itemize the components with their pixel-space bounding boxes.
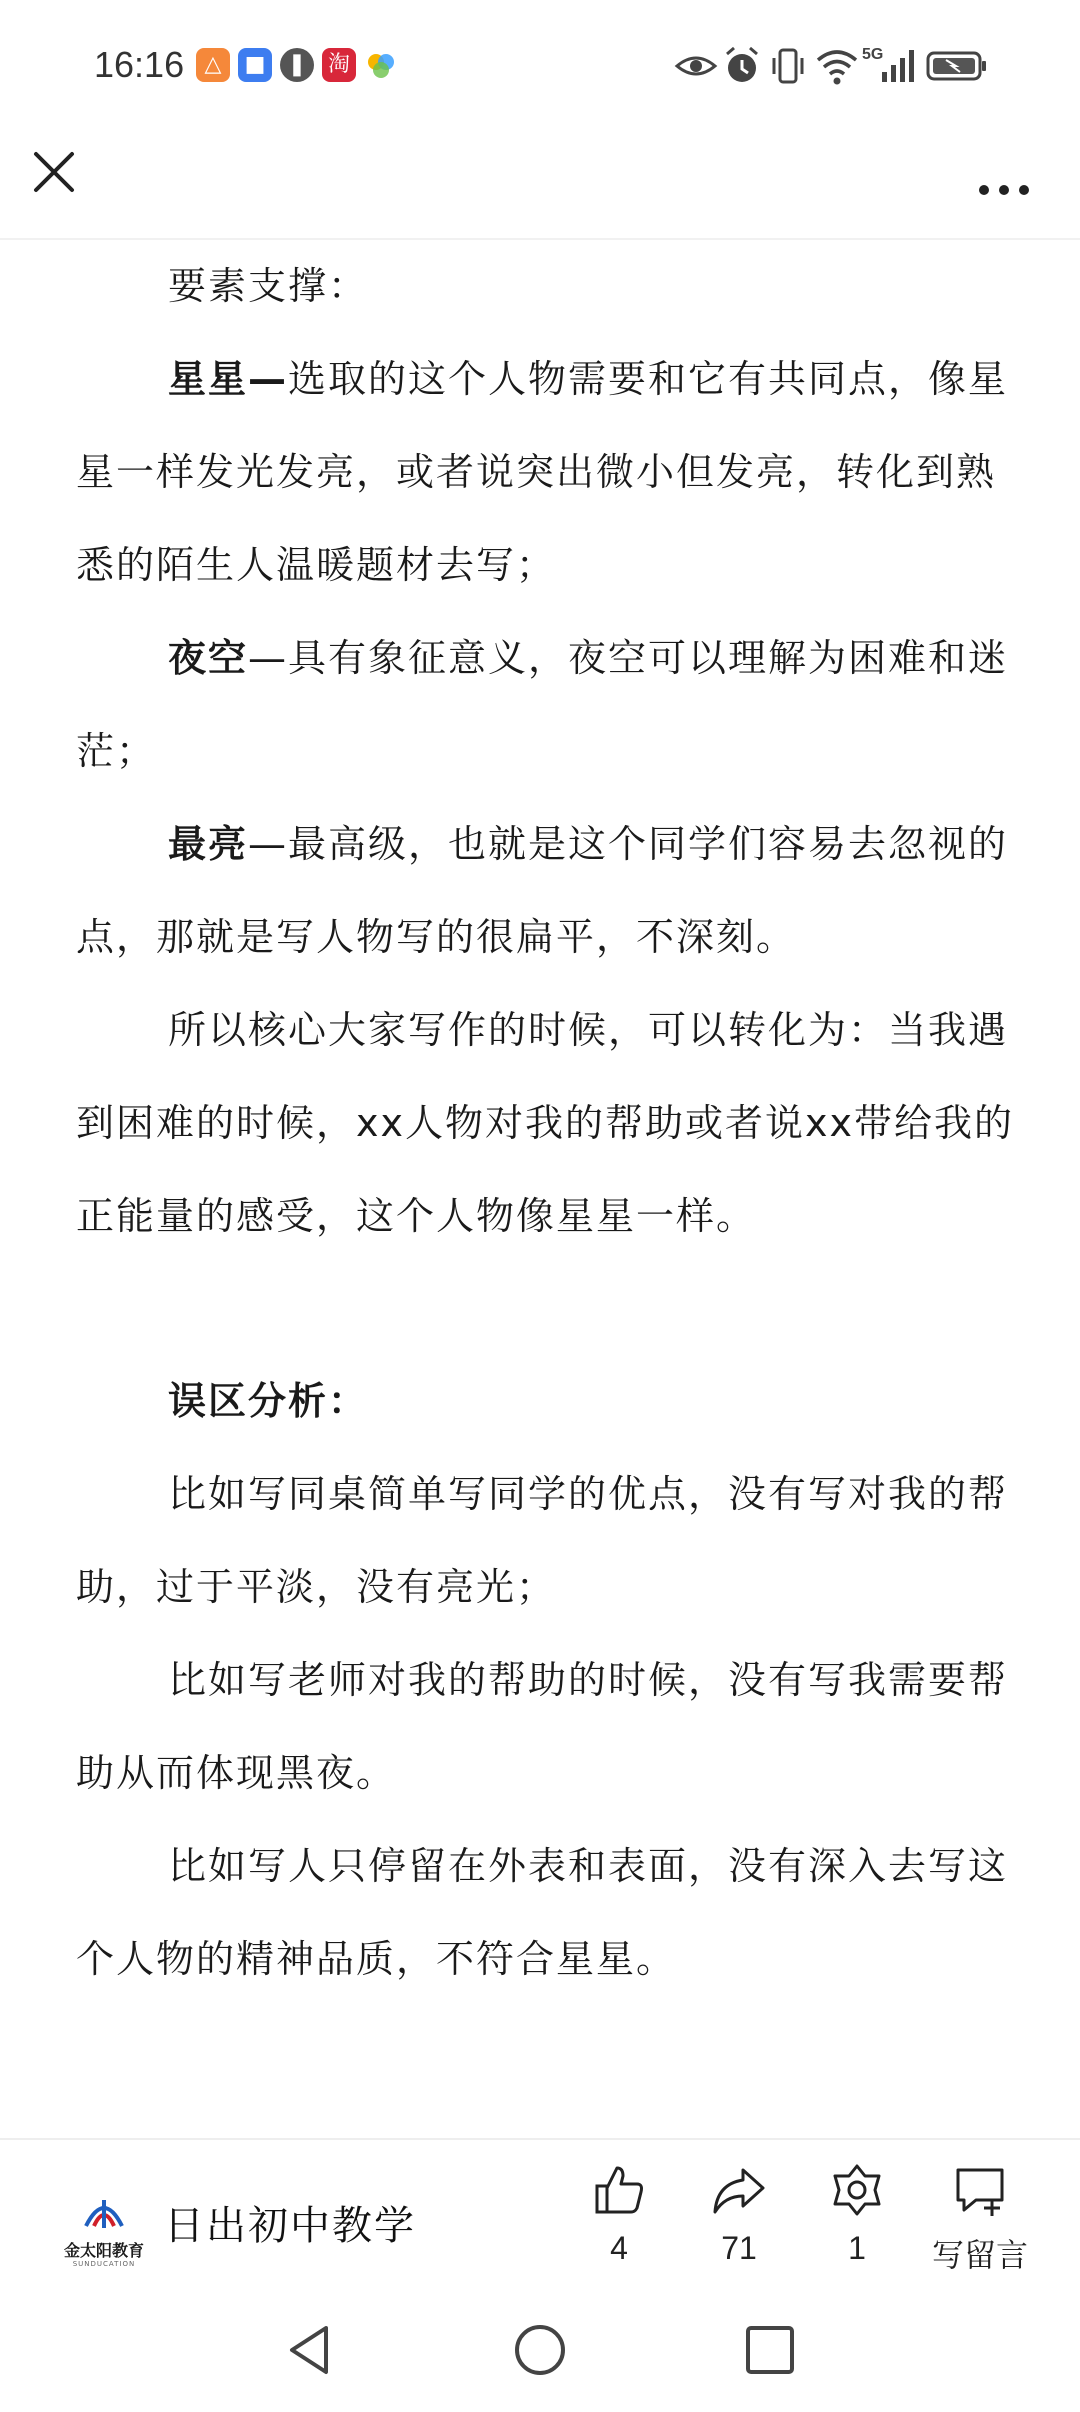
- logo-subtext: SUNDUCATION: [72, 2260, 136, 2268]
- vibrate-icon: [768, 44, 808, 88]
- keyword-brightest: 最亮: [168, 822, 249, 866]
- network-type: 5G: [862, 46, 884, 63]
- recommend-button[interactable]: [802, 2162, 912, 2267]
- account-logo[interactable]: [56, 2186, 152, 2266]
- colorful-app-icon: [364, 48, 398, 82]
- bottom-action-bar: [0, 2140, 1080, 2290]
- comment-label: 写留言: [931, 2236, 1028, 2274]
- back-nav-icon[interactable]: [282, 2322, 338, 2378]
- recommend-count: 1: [848, 2230, 866, 2266]
- battery-icon: [926, 44, 988, 88]
- share-count: 71: [721, 2230, 757, 2266]
- app-store-icon: ■: [238, 48, 272, 82]
- flower-recommend-icon: [829, 2162, 885, 2218]
- home-nav-icon[interactable]: [512, 2322, 568, 2378]
- like-button[interactable]: [564, 2162, 674, 2267]
- share-button[interactable]: [684, 2162, 794, 2267]
- taobao-icon: 淘: [322, 48, 356, 82]
- status-time: 16:16: [94, 44, 185, 85]
- article-body: [76, 240, 1016, 2006]
- paragraph-brightest: [76, 798, 1016, 984]
- section-heading-misconceptions: [76, 1355, 1016, 1448]
- shopping-bag-icon: △: [196, 48, 230, 82]
- keyword-star: 星星—: [168, 357, 289, 401]
- thumbs-up-icon: [591, 2162, 647, 2218]
- paragraph-gap: [76, 1263, 1016, 1355]
- paragraph-star-text: 选取的这个人物需要和它有共同点，像星星一样发光发亮，或者说突出微小但发亮，转化到熟悉的陌生人温暖题材去写；: [76, 357, 1009, 587]
- paragraph-core: 所以核心大家写作的时候，可以转化为：当我遇到困难的时候，xx人物对我的帮助或者说xx带给我的正能量的感受，这个人物像星星一样。: [76, 1008, 1014, 1238]
- eye-icon: [674, 44, 718, 88]
- comment-button[interactable]: [920, 2162, 1040, 2276]
- signal-icon: [878, 44, 918, 88]
- paragraph-star: [76, 333, 1016, 612]
- close-icon[interactable]: [30, 148, 78, 196]
- like-count: 4: [610, 2230, 628, 2266]
- paragraph-elements-header: 要素支撑：: [168, 264, 369, 308]
- top-bar: [0, 140, 1080, 240]
- paragraph-night-sky: [76, 612, 1016, 798]
- alarm-icon: [722, 44, 762, 88]
- status-bar: [0, 0, 1080, 140]
- share-arrow-icon: [711, 2162, 767, 2218]
- keyword-night-sky: 夜空: [168, 636, 249, 680]
- wifi-icon: [814, 44, 860, 88]
- comment-plus-icon: [952, 2162, 1008, 2218]
- paragraph-example-deskmate: 比如写同桌简单写同学的优点，没有写对我的帮助，过于平淡，没有亮光；: [76, 1472, 1009, 1609]
- more-icon[interactable]: [976, 172, 1032, 208]
- heading-misconceptions: 误区分析：: [168, 1379, 369, 1423]
- sun-logo-icon: [56, 2186, 152, 2238]
- paragraph-example-teacher: 比如写老师对我的帮助的时候，没有写我需要帮助从而体现黑夜。: [76, 1658, 1009, 1795]
- recents-nav-icon[interactable]: [742, 2322, 798, 2378]
- paragraph-example-surface: 比如写人只停留在外表和表面，没有深入去写这个人物的精神品质，不符合星星。: [76, 1844, 1009, 1981]
- paragraph-night-sky-text: —具有象征意义，夜空可以理解为困难和迷茫；: [76, 636, 1009, 773]
- system-nav-bar: [0, 2290, 1080, 2412]
- paragraph-brightest-text: —最高级，也就是这个同学们容易去忽视的点，那就是写人物写的很扁平，不深刻。: [76, 822, 1009, 959]
- pause-icon: ❚: [280, 48, 314, 82]
- account-name[interactable]: 日出初中教学: [164, 2203, 416, 2249]
- logo-text: 金太阳教育: [63, 2241, 144, 2260]
